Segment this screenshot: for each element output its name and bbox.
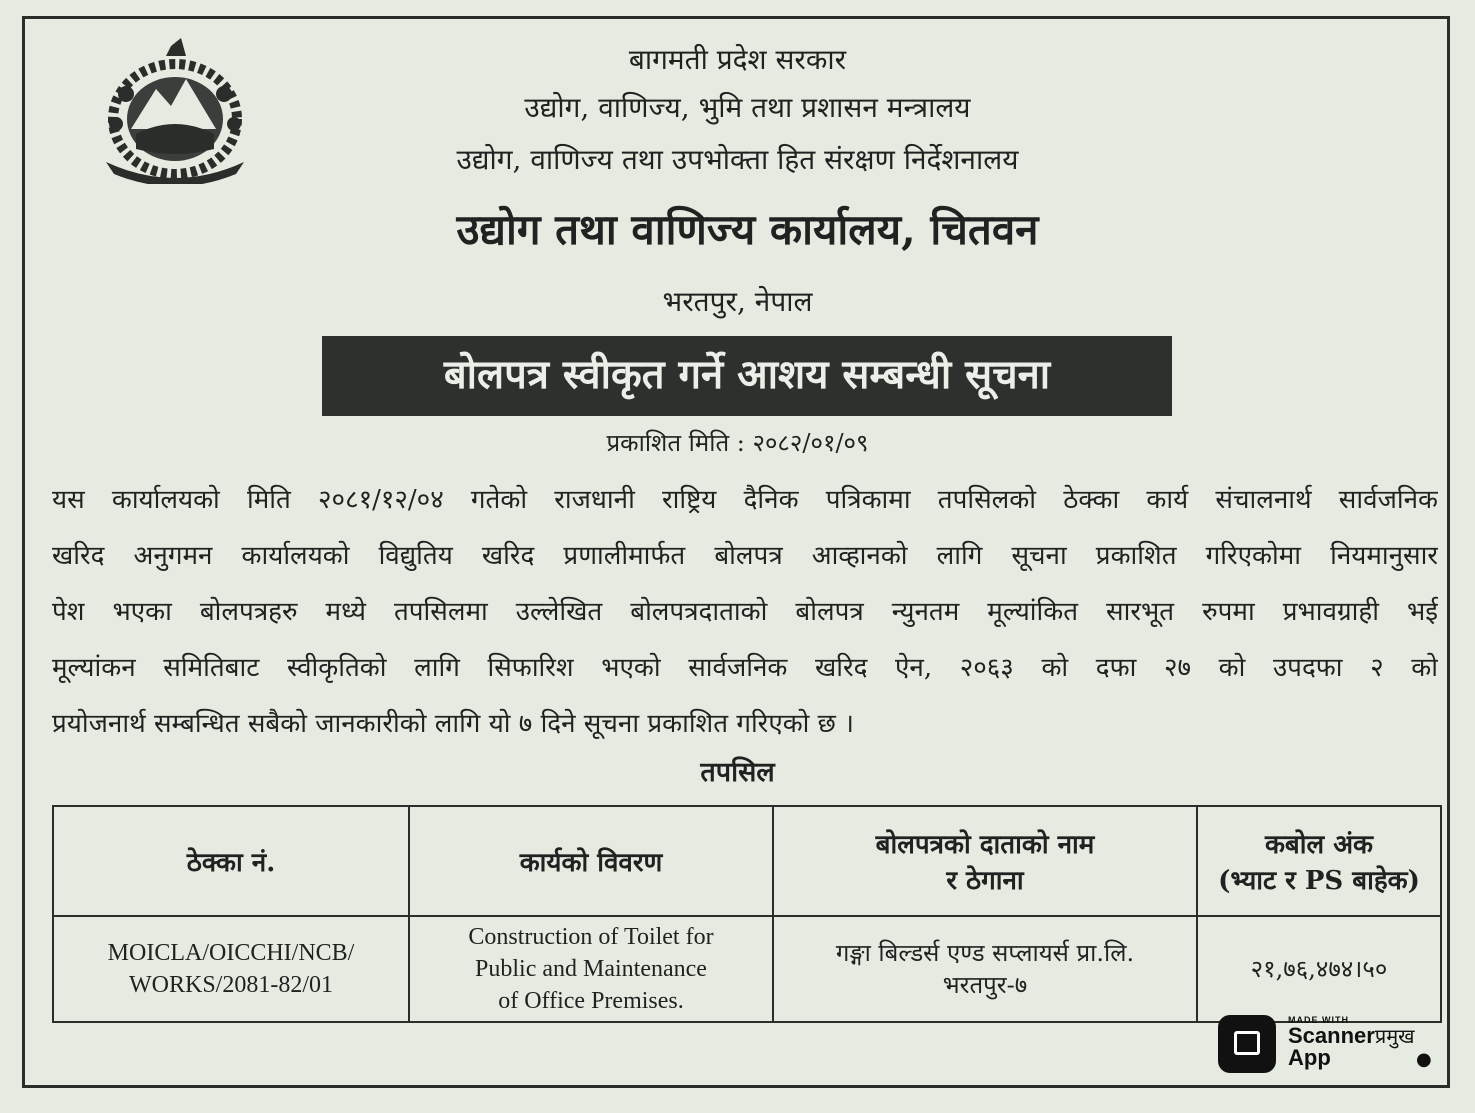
table-header-row: [53, 806, 1441, 916]
body-line-2: खरिद अनुगमन कार्यालयको विद्युतिय खरिद प्रणालीमार्फत बोलपत्र आव्हानको लागि सूचना प्रकाशित गरिएकोमा नियमानुसार: [52, 541, 1438, 571]
notice-title: बोलपत्र स्वीकृत गर्ने आशय सम्बन्धी सूचना: [322, 336, 1172, 416]
bidder-address: भरतपुर-७: [942, 971, 1028, 999]
schedule-heading: तपसिल: [700, 757, 775, 788]
cell-amount: २१,७६,४७४।५०: [1197, 916, 1441, 1022]
description-line1: Construction of Toilet for: [468, 924, 714, 950]
contract-no-line1: MOICLA/OICCHI/NCB/: [107, 940, 355, 966]
header-bidder-line2: र ठेगाना: [946, 866, 1024, 896]
watermark-line2: App: [1288, 1045, 1331, 1070]
table-row: [53, 916, 1441, 1022]
cell-description: [409, 916, 773, 1022]
bidder-name: गङ्गा बिल्डर्स एण्ड सप्लायर्स प्रा.लि.: [835, 939, 1135, 967]
watermark-made-with: MADE WITH: [1288, 1015, 1349, 1025]
body-line-4: मूल्यांकन समितिबाट स्वीकृतिको लागि सिफारिश भएको सार्वजनिक खरिद ऐन, २०६३ को दफा २७ को उपदफा २ को: [52, 653, 1438, 683]
header-description: कार्यको विवरण: [409, 806, 773, 916]
header-amount: [1197, 806, 1441, 916]
office-location: भरतपुर, नेपाल: [662, 285, 813, 318]
apple-icon: ●: [1416, 1049, 1432, 1070]
header-bidder: [773, 806, 1197, 916]
watermark-line1: Scanner: [1288, 1023, 1375, 1048]
body-line-3: पेश भएका बोलपत्रहरु मध्ये तपसिलमा उल्लेखित बोलपत्रदाताको बोलपत्र न्युनतम मूल्यांकित सारभूत रुपमा प्रभावग्राही भई: [52, 597, 1438, 627]
description-line3: of Office Premises.: [498, 988, 684, 1014]
header-contract-no: ठेक्का नं.: [53, 806, 409, 916]
body-line-5: प्रयोजनार्थ सम्बन्धित सबैको जानकारीको लागि यो ७ दिने सूचना प्रकाशित गरिएको छ ।: [52, 709, 855, 739]
scanner-app-watermark: [1218, 1015, 1438, 1073]
scanner-app-logo-icon: [1218, 1015, 1276, 1073]
cell-bidder: [773, 916, 1197, 1022]
office-name: उद्योग तथा वाणिज्य कार्यालय, चितवन: [456, 205, 1039, 254]
government-name: बागमती प्रदेश सरकार: [628, 43, 847, 76]
cell-contract-no: [53, 916, 409, 1022]
directorate-name: उद्योग, वाणिज्य तथा उपभोक्ता हित संरक्षण निर्देशनालय: [456, 143, 1019, 176]
tender-table: [52, 805, 1442, 1023]
header-amount-line2: (भ्याट र PS बाहेक): [1218, 866, 1420, 896]
body-line-1: यस कार्यालयको मिति २०८१/१२/०४ गतेको राजधानी राष्ट्रिय दैनिक पत्रिकामा तपसिलको ठेक्का कार्य संचालनार्थ सार्वजनिक: [52, 485, 1438, 515]
contract-no-line2: WORKS/2081-82/01: [129, 972, 333, 998]
published-date: प्रकाशित मिति : २०८२/०१/०९: [606, 429, 869, 457]
header-amount-line1: कबोल अंक: [1264, 830, 1374, 860]
header-bidder-line1: बोलपत्रको दाताको नाम: [875, 830, 1095, 860]
description-line2: Public and Maintenance: [475, 956, 707, 982]
watermark-app-name: [1288, 1023, 1415, 1070]
ministry-name: उद्योग, वाणिज्य, भुमि तथा प्रशासन मन्त्रालय: [524, 91, 971, 124]
watermark-trailing: प्रमुख: [1374, 1024, 1415, 1048]
